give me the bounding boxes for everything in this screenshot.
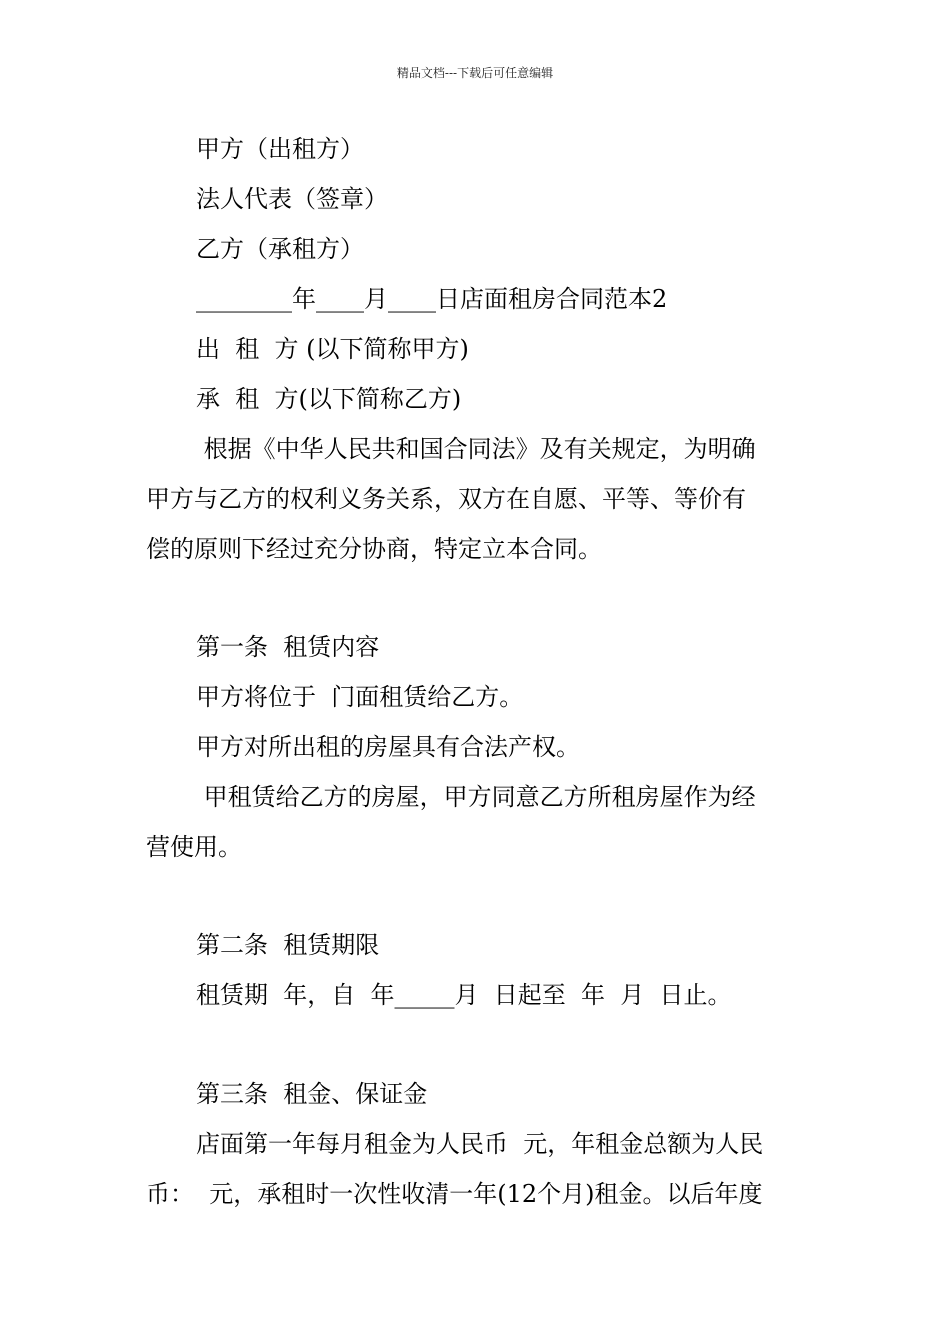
party-a-line: 甲方（出租方） bbox=[196, 135, 364, 163]
article-3-line-1: 店面第一年每月租金为人民币 元，年租金总额为人民 bbox=[196, 1130, 764, 1158]
date-title-line: ________年____月____日店面租房合同范本2 bbox=[196, 285, 668, 313]
lessor-line: 出 租 方 (以下简称甲方) bbox=[196, 335, 469, 363]
page-header: 精品文档---下载后可任意编辑 bbox=[396, 66, 554, 80]
party-b-line: 乙方（承租方） bbox=[196, 235, 364, 263]
preamble-line-3: 偿的原则下经过充分协商，特定立本合同。 bbox=[146, 535, 602, 563]
preamble-line-1: 根据《中华人民共和国合同法》及有关规定，为明确 bbox=[196, 435, 756, 463]
legal-rep-line: 法人代表（签章） bbox=[196, 185, 388, 213]
article-3-heading: 第三条 租金、保证金 bbox=[196, 1080, 428, 1108]
lessee-line: 承 租 方(以下简称乙方) bbox=[196, 385, 462, 413]
article-1-line-1: 甲方将位于 门面租赁给乙方。 bbox=[196, 683, 524, 711]
article-1-line-2: 甲方对所出租的房屋具有合法产权。 bbox=[196, 733, 580, 761]
article-2-line-1: 租赁期 年，自 年_____月 日起至 年 月 日止。 bbox=[196, 981, 732, 1009]
article-2-heading: 第二条 租赁期限 bbox=[196, 931, 380, 959]
preamble-line-2: 甲方与乙方的权利义务关系，双方在自愿、平等、等价有 bbox=[146, 485, 746, 513]
article-1-line-4: 营使用。 bbox=[146, 833, 242, 861]
article-1-heading: 第一条 租赁内容 bbox=[196, 633, 380, 661]
article-3-line-2: 币： 元，承租时一次性收清一年(12个月)租金。以后年度 bbox=[146, 1180, 763, 1208]
article-1-line-3: 甲租赁给乙方的房屋，甲方同意乙方所租房屋作为经 bbox=[196, 783, 756, 811]
